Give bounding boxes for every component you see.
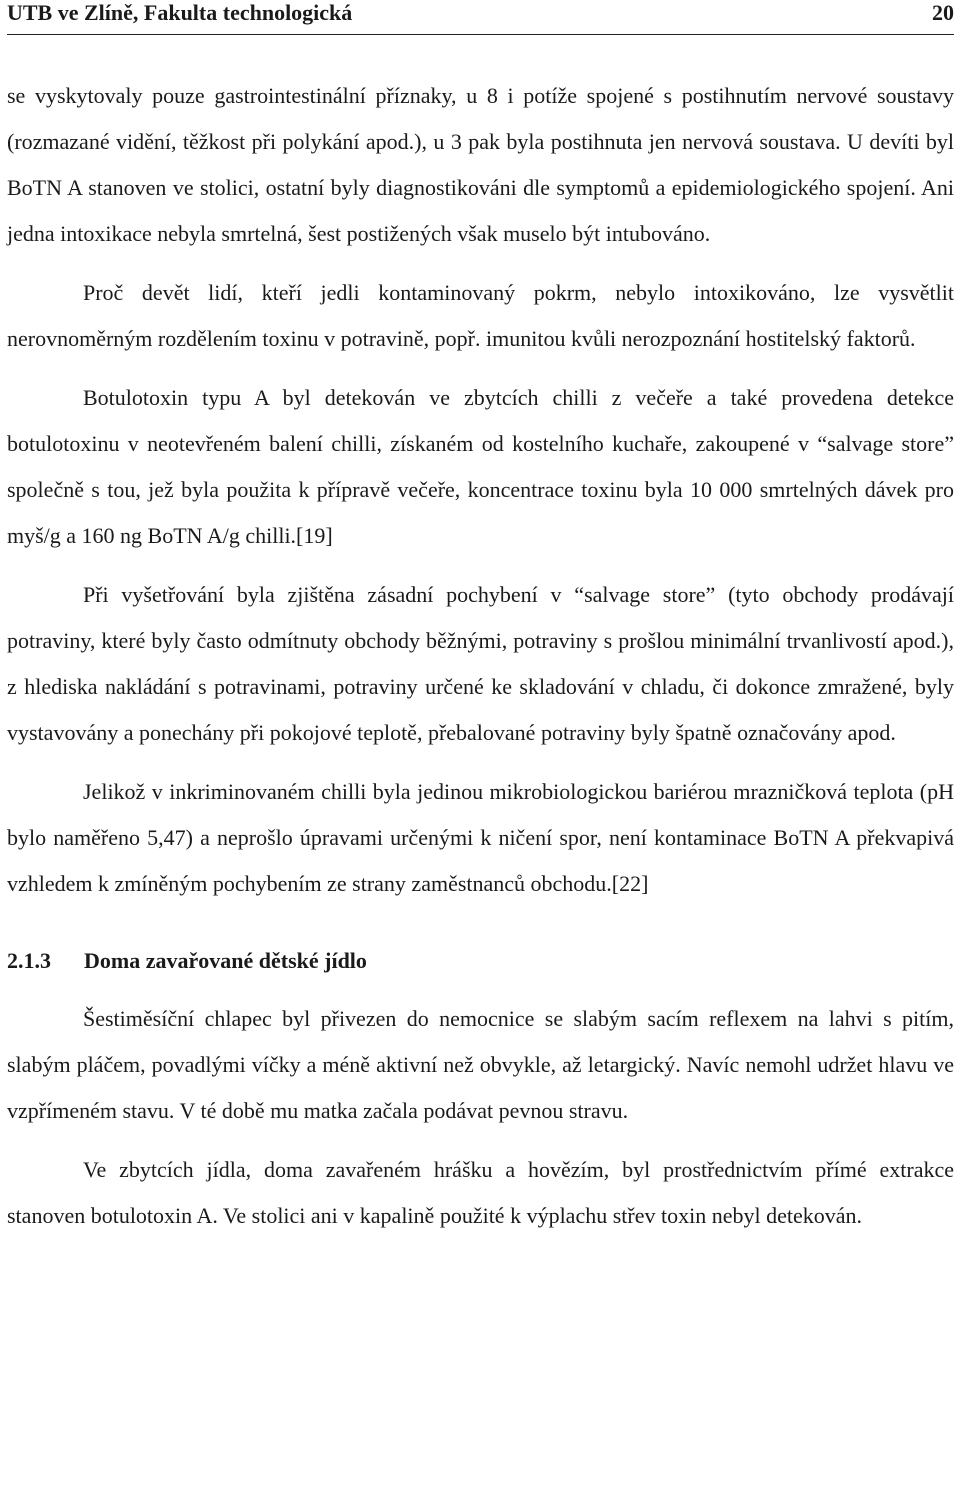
- paragraph: Při vyšetřování byla zjištěna zásadní pochybení v “salvage store” (tyto obchody prodávají potraviny, které byly často odmítnuty obchody běžnými, potraviny s prošlou minimální trvanlivostí apod.), z hlediska nakládání s potravinami, potraviny určené ke skladování v chladu, či dokonce zmražené, byly vystavovány a ponechány při pokojové teplotě, přebalované potraviny byly špatně označovány apod.: [7, 582, 954, 745]
- section-heading: [7, 938, 954, 984]
- paragraph: se vyskytovaly pouze gastrointestinální příznaky, u 8 i potíže spojené s postihnutím nervové soustavy (rozmazané vidění, těžkost při polykání apod.), u 3 pak byla postihnuta jen nervová soustava. U devíti byl BoTN A stanoven ve stolici, ostatní byly diagnostikováni dle symptomů a epidemiologického spojení. Ani jedna intoxikace nebyla smrtelná, šest postižených však muselo být intubováno.: [7, 83, 954, 246]
- document-body: [7, 73, 954, 1252]
- paragraph: Proč devět lidí, kteří jedli kontaminovaný pokrm, nebylo intoxikováno, lze vysvětlit nerovnoměrným rozdělením toxinu v potravině, popř. imunitou kvůli nerozpoznání hostitelský faktorů.: [7, 280, 954, 351]
- header-page-number: 20: [932, 0, 954, 25]
- paragraph: Botulotoxin typu A byl detekován ve zbytcích chilli z večeře a také provedena detekce botulotoxinu v neotevřeném balení chilli, získaném od kostelního kuchaře, zakoupené v “salvage store” společně s tou, jež byla použita k přípravě večeře, koncentrace toxinu byla 10 000 smrtelných dávek pro myš/g a 160 ng BoTN A/g chilli.[19]: [7, 385, 954, 548]
- section-number: 2.1.3: [7, 948, 51, 973]
- paragraph: Ve zbytcích jídla, doma zavařeném hrášku a hovězím, byl prostřednictvím přímé extrakce stanoven botulotoxin A. Ve stolici ani v kapalině použité k výplachu střev toxin nebyl detekován.: [7, 1157, 954, 1228]
- section-title: Doma zavařované dětské jídlo: [84, 948, 367, 973]
- paragraph: Šestiměsíční chlapec byl přivezen do nemocnice se slabým sacím reflexem na lahvi s pitím, slabým pláčem, povadlými víčky a méně aktivní než obvykle, až letargický. Navíc nemohl udržet hlavu ve vzpřímeném stavu. V té době mu matka začala podávat pevnou stravu.: [7, 1006, 954, 1123]
- paragraph: Jelikož v inkriminovaném chilli byla jedinou mikrobiologickou bariérou mrazničková teplota (pH bylo naměřeno 5,47) a neprošlo úpravami určenými k ničení spor, není kontaminace BoTN A překvapivá vzhledem k zmíněným pochybením ze strany zaměstnanců obchodu.[22]: [7, 779, 954, 896]
- header-school-name: UTB ve Zlíně, Fakulta technologická: [7, 0, 353, 25]
- page-header: [7, 0, 954, 35]
